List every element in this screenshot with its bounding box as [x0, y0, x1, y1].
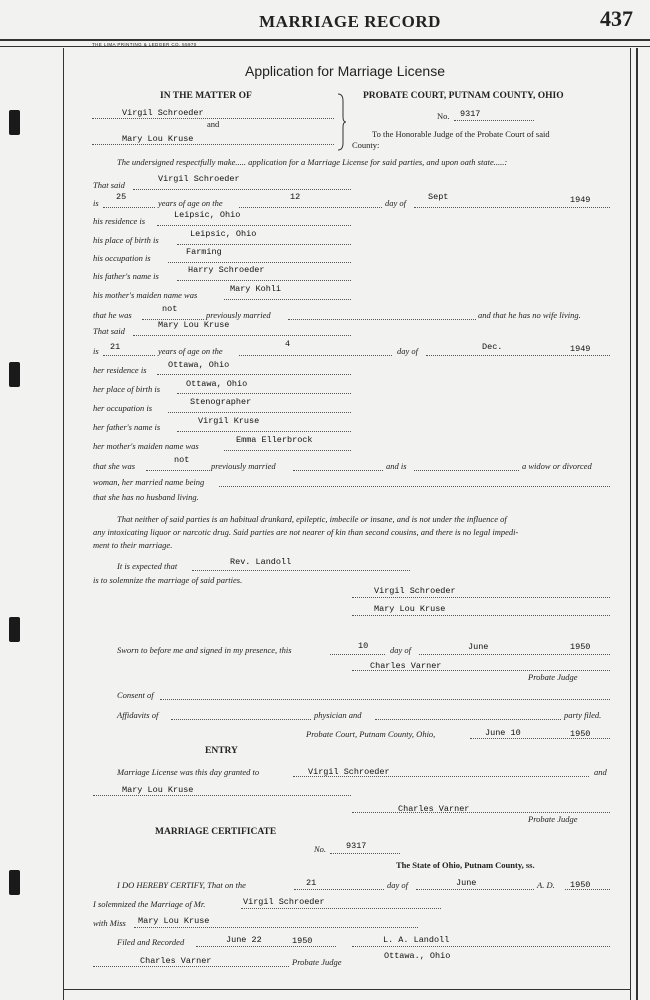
field-line	[103, 355, 155, 356]
field-line	[224, 299, 351, 300]
and-is-label: and is	[386, 461, 407, 471]
bride-birth-month: Dec.	[482, 342, 503, 352]
bride-birthplace-label: her place of birth is	[93, 384, 161, 394]
court-name: PROBATE COURT, PUTNAM COUNTY, OHIO	[363, 91, 564, 101]
bride-birth-day: 4	[285, 339, 291, 349]
field-line	[133, 335, 351, 336]
groom-birthplace: Leipsic, Ohio	[190, 229, 257, 239]
groom-residence-label: his residence is	[93, 216, 146, 226]
filed-judge-signature: Charles Varner	[140, 956, 212, 966]
groom-mother: Mary Kohli	[230, 284, 282, 294]
field-line	[241, 908, 441, 909]
bride-father-label: her father's name is	[93, 422, 161, 432]
party-filed-label: party filed.	[564, 710, 602, 720]
married-name-label: woman, her married name being	[93, 477, 205, 487]
bride-occupation-label: her occupation is	[93, 403, 153, 413]
certificate-heading: MARRIAGE CERTIFICATE	[155, 827, 277, 837]
right-margin-line-2	[636, 48, 638, 1000]
affidavits-label: Affidavits of	[117, 710, 159, 720]
field-line	[93, 795, 351, 796]
signature-line	[352, 615, 610, 616]
court-date: June 10	[485, 728, 521, 738]
bride-name-line	[92, 144, 334, 145]
field-line	[416, 889, 534, 890]
groom-age: 25	[116, 192, 127, 202]
judge-signature: Charles Varner	[370, 661, 442, 671]
bottom-rule	[64, 989, 630, 990]
filed-label: Filed and Recorded	[117, 937, 185, 947]
groom-birth-year: 1949	[570, 195, 591, 205]
bride-mother-label: her mother's maiden name was	[93, 441, 199, 451]
header-rule	[0, 39, 650, 41]
field-line	[134, 927, 418, 928]
field-line	[168, 262, 351, 263]
brace-icon	[336, 93, 346, 151]
field-line	[330, 654, 385, 655]
field-line	[177, 431, 351, 432]
declaration-line-3: ment to their marriage.	[93, 540, 173, 550]
bride-prev-married-label: previously married	[211, 461, 276, 471]
bride-that-she-was: that she was	[93, 461, 136, 471]
entry-and-label: and	[594, 767, 607, 777]
bride-signature: Mary Lou Kruse	[374, 604, 446, 614]
no-husband-label: that she has no husband living.	[93, 492, 199, 502]
sworn-label: Sworn to before me and signed in my presence, this	[117, 645, 292, 655]
field-line	[160, 699, 610, 700]
entry-heading: ENTRY	[205, 746, 238, 756]
field-line	[177, 280, 351, 281]
entry-groom: Virgil Schroeder	[308, 767, 390, 777]
entry-judge-signature: Charles Varner	[398, 804, 470, 814]
with-miss-label: with Miss	[93, 918, 126, 928]
certify-label: I DO HEREBY CERTIFY, That on the	[117, 880, 246, 890]
certificate-day-of: day of	[387, 880, 409, 890]
groom-day-of: day of	[385, 198, 407, 208]
application-number: 9317	[460, 109, 481, 119]
certificate-number: 9317	[346, 841, 367, 851]
field-line	[293, 470, 383, 471]
field-line	[426, 355, 610, 356]
field-line	[192, 570, 410, 571]
expected-label: It is expected that	[117, 561, 178, 571]
entry-probate-judge-label: Probate Judge	[528, 814, 578, 824]
declaration-line-1: That neither of said parties is an habitual drunkard, epileptic, imbecile or insane, and is not under the influence of	[117, 514, 507, 524]
no-wife-label: and that he has no wife living.	[478, 310, 581, 320]
officiant-name: Rev. Landoll	[230, 557, 292, 567]
widow-label: a widow or divorced	[522, 461, 592, 471]
solemnize-label: is to solemnize the marriage of said parties.	[93, 575, 243, 585]
bride-day-of: day of	[397, 346, 419, 356]
groom-birth-day: 12	[290, 192, 301, 202]
record-title: MARRIAGE RECORD	[259, 12, 441, 31]
field-line	[239, 355, 392, 356]
certificate-year: 1950	[570, 880, 591, 890]
groom-occupation-label: his occupation is	[93, 253, 151, 263]
county-label: County:	[352, 140, 380, 150]
field-line	[239, 207, 382, 208]
field-line	[330, 853, 400, 854]
certificate-officiant: L. A. Landoll	[383, 935, 450, 945]
page-number: 437	[600, 6, 633, 31]
printer-imprint: THE LIMA PRINTING & LEDGER CO. 55970	[92, 42, 197, 47]
groom-is: is	[93, 198, 99, 208]
sworn-year: 1950	[570, 642, 591, 652]
groom-occupation: Farming	[186, 247, 222, 257]
field-line	[414, 207, 610, 208]
binder-hole	[9, 362, 20, 387]
sworn-day-of: day of	[390, 645, 412, 655]
groom-that-he-was: that he was	[93, 310, 132, 320]
groom-that-said: That said	[93, 180, 125, 190]
binder-hole	[9, 870, 20, 895]
signature-line	[352, 812, 610, 813]
field-line	[146, 470, 210, 471]
groom-birth-month: Sept	[428, 192, 449, 202]
and-label: and	[207, 119, 220, 129]
field-line	[288, 319, 476, 320]
groom-mother-label: his mother's maiden name was	[93, 290, 198, 300]
field-line	[177, 393, 351, 394]
bride-is: is	[93, 346, 99, 356]
groom-birthplace-label: his place of birth is	[93, 235, 159, 245]
probate-court-place: Probate Court, Putnam County, Ohio,	[306, 729, 436, 739]
binder-hole	[9, 110, 20, 135]
groom-years-label: years of age on the	[158, 198, 223, 208]
bride-mother: Emma Ellerbrock	[236, 435, 313, 445]
field-line	[294, 889, 384, 890]
groom-residence: Leipsic, Ohio	[174, 210, 241, 220]
certificate-day: 21	[306, 878, 317, 888]
filed-date: June 22	[226, 935, 262, 945]
no-line	[454, 120, 534, 121]
physician-label: physician and	[314, 710, 362, 720]
signature-line	[352, 597, 610, 598]
field-line	[103, 207, 155, 208]
right-margin-line	[630, 48, 631, 1000]
filed-probate-judge-label: Probate Judge	[292, 957, 342, 967]
court-year: 1950	[570, 729, 591, 739]
groom-father: Harry Schroeder	[188, 265, 265, 275]
groom-previously: not	[162, 304, 178, 314]
bride-years-label: years of age on the	[158, 346, 223, 356]
bride-father: Virgil Kruse	[198, 416, 260, 426]
matter-groom-value: Virgil Schroeder	[122, 108, 204, 118]
solemnized-label: I solemnized the Marriage of Mr.	[93, 899, 206, 909]
field-line	[196, 946, 336, 947]
ad-label: A. D.	[537, 880, 555, 890]
certificate-bride: Mary Lou Kruse	[138, 916, 210, 926]
sworn-month: June	[468, 642, 489, 652]
bride-residence-label: her residence is	[93, 365, 147, 375]
to-honorable: To the Honorable Judge of the Probate Court of said	[372, 129, 550, 139]
intro-text: The undersigned respectfully make..... application for a Marriage License for said parties, and upon oath state.....:	[117, 157, 508, 167]
probate-judge-label: Probate Judge	[528, 672, 578, 682]
bride-name: Mary Lou Kruse	[158, 320, 230, 330]
field-line	[93, 966, 289, 967]
bride-birthplace: Ottawa, Ohio	[186, 379, 248, 389]
no-label: No.	[437, 111, 450, 121]
bride-age: 21	[110, 342, 121, 352]
certificate-groom: Virgil Schroeder	[243, 897, 325, 907]
form-title: Application for Marriage License	[245, 63, 445, 79]
matter-bride-value: Mary Lou Kruse	[122, 134, 194, 144]
bride-occupation: Stenographer	[190, 397, 252, 407]
certificate-no-label: No.	[314, 844, 327, 854]
field-line	[419, 654, 610, 655]
field-line	[168, 412, 351, 413]
consent-label: Consent of	[117, 690, 154, 700]
groom-signature: Virgil Schroeder	[374, 586, 456, 596]
field-line	[219, 486, 610, 487]
certificate-officiant-place: Ottawa., Ohio	[384, 951, 451, 961]
field-line	[157, 225, 351, 226]
left-margin-line	[63, 48, 64, 1000]
field-line	[171, 719, 311, 720]
in-the-matter-label: IN THE MATTER OF	[160, 91, 252, 101]
entry-bride: Mary Lou Kruse	[122, 785, 194, 795]
groom-prev-married-label: previously married	[206, 310, 271, 320]
sworn-day: 10	[358, 641, 369, 651]
field-line	[157, 374, 351, 375]
bride-that-said: That said	[93, 326, 125, 336]
filed-year: 1950	[292, 936, 313, 946]
bride-residence: Ottawa, Ohio	[168, 360, 230, 370]
groom-father-label: his father's name is	[93, 271, 159, 281]
bride-previously: not	[174, 455, 190, 465]
license-granted-label: Marriage License was this day granted to	[117, 767, 260, 777]
field-line	[224, 450, 351, 451]
groom-name: Virgil Schroeder	[158, 174, 240, 184]
field-line	[414, 470, 519, 471]
declaration-line-2: any intoxicating liquor or narcotic drug. Said parties are not nearer of kin than second cousins, and there is no legal impedi-	[93, 527, 519, 537]
field-line	[375, 719, 561, 720]
field-line	[133, 189, 351, 190]
binder-hole	[9, 617, 20, 642]
signature-line	[352, 946, 610, 947]
certificate-month: June	[456, 878, 477, 888]
field-line	[177, 244, 351, 245]
state-label: The State of Ohio, Putnam County, ss.	[396, 860, 535, 870]
bride-birth-year: 1949	[570, 344, 591, 354]
